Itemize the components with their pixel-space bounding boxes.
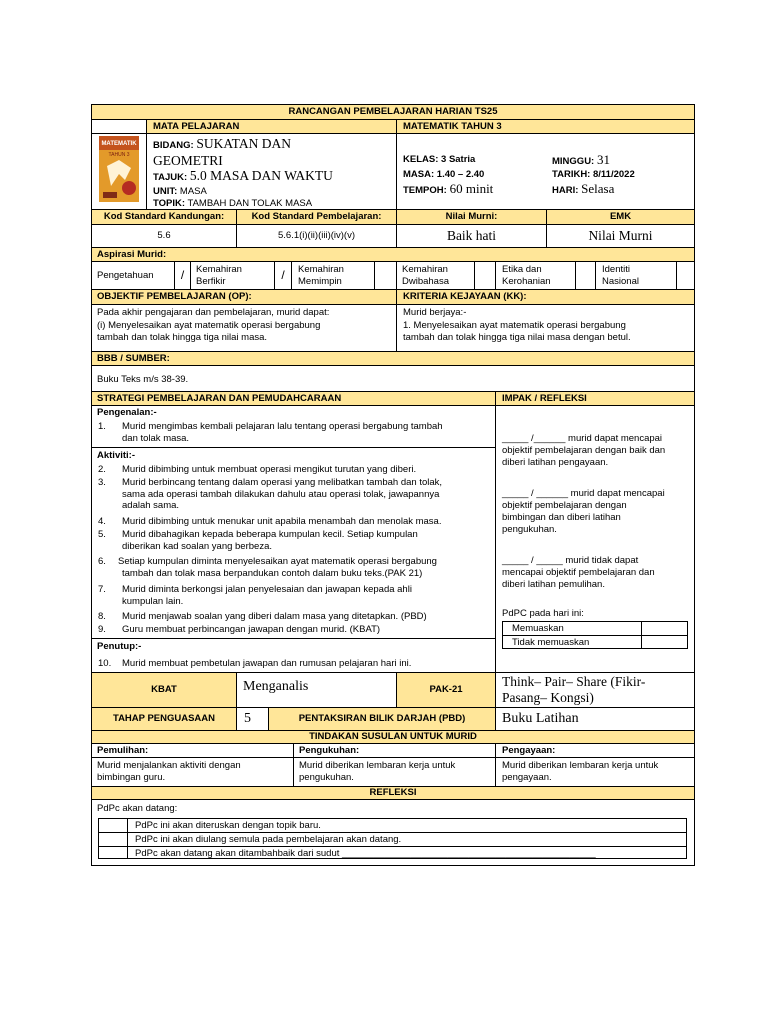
title-row <box>92 105 694 120</box>
memuaskan-checkbox[interactable] <box>642 622 688 635</box>
hari-label: HARI: <box>552 185 579 196</box>
refleksi-body-row <box>92 800 694 865</box>
bbm-header-row <box>92 352 694 366</box>
aspirasi-mark[interactable] <box>474 262 495 289</box>
aspirasi-item: Pengetahuan <box>97 270 154 281</box>
pengayaan-label: Pengayaan: <box>495 744 694 757</box>
subject-row <box>92 120 694 134</box>
topik-label: TOPIK: <box>153 198 186 209</box>
document-title: RANCANGAN PEMBELAJARAN HARIAN TS25 <box>288 106 498 117</box>
aspirasi-item: Kemahiran Memimpin <box>291 262 374 289</box>
strategi-body-row <box>92 406 694 673</box>
pemulihan-label: Pemulihan: <box>97 745 149 756</box>
strategi-steps <box>92 406 495 672</box>
op-label: OBJEKTIF PEMBELAJARAN (OP): <box>97 291 252 302</box>
aspirasi-item: Kemahiran Dwibahasa <box>396 262 474 289</box>
book-cover-title: MATEMATIK <box>101 141 137 147</box>
mata-pelajaran-label: MATA PELAJARAN <box>146 120 396 133</box>
kod-sp-value: 5.6.1(i)(ii)(iii)(iv)(v) <box>236 225 396 247</box>
hari-value: Selasa <box>581 181 615 196</box>
step-item: 7. Murid diminta berkongsi jalan penyelesaian dan jawapan kepada ahli kumpulan lain. <box>98 584 412 607</box>
pengayaan-text: Murid diberikan lembaran kerja untuk pengayaan. <box>495 758 694 786</box>
kelas-label: KELAS: <box>403 154 439 165</box>
pdpc-rating-table <box>502 621 688 649</box>
strategi-label: STRATEGI PEMBELAJARAN DAN PEMUDAHCARAAN <box>97 393 342 404</box>
aspirasi-mark[interactable] <box>676 262 694 289</box>
masa-value: 1.40 – 2.40 <box>436 169 485 180</box>
emk-value: Nilai Murni <box>546 225 694 247</box>
bbm-value: Buku Teks m/s 38-39. <box>97 374 189 385</box>
aktiviti-label: Aktiviti:- <box>97 450 135 461</box>
step-item: 3. Murid berbincang tentang dalam operasi yang melibatkan tambah dan tolak, sama ada operasi tambah dilakukan dahulu atau operasi tolak, jawapannya adalah sama. <box>98 477 443 511</box>
kk-text: Murid berjaya:- 1. Menyelesaikan ayat matematik operasi bergabung tambah dan tolak hingga tiga nilai masa dengan betul. <box>396 305 694 351</box>
book-cover-subtitle: TAHUN 3 <box>108 152 130 158</box>
strategi-header-row <box>92 392 694 406</box>
refleksi-header-row <box>92 787 694 800</box>
aspirasi-header-row <box>92 248 694 262</box>
objektif-header-row <box>92 290 694 305</box>
step-item: 6. Setiap kumpulan diminta menyelesaikan ayat matematik operasi bergabung tambah dan tolak masa berpandukan contoh dalam buku teks.(PAK 21) <box>98 556 437 579</box>
minggu-label: MINGGU: <box>552 156 595 167</box>
refleksi-options-table <box>98 818 687 859</box>
bbm-value-row <box>92 366 694 392</box>
tajuk-value: 5.0 MASA DAN WAKTU <box>189 168 333 183</box>
lesson-plan-document <box>91 104 695 866</box>
pbd-label: PENTAKSIRAN BILIK DARJAH (PBD) <box>268 708 495 730</box>
mata-pelajaran-value: MATEMATIK TAHUN 3 <box>396 120 694 133</box>
unit-value: MASA <box>179 186 207 197</box>
step-item: 8. Murid menjawab soalan yang diberi dalam masa yang ditetapkan. (PBD) <box>98 611 427 622</box>
step-item: 9. Guru membuat perbincangan jawapan dengan murid. (KBAT) <box>98 624 381 635</box>
pbd-value: Buku Latihan <box>495 708 694 730</box>
tahap-value: 5 <box>236 708 268 730</box>
impak-paragraph-2: _____ / ______ murid dapat mencapai objektif pembelajaran dengan bimbingan dan diberi latihan pengukuhan. <box>502 488 665 535</box>
refleksi-checkbox[interactable] <box>99 833 127 846</box>
tindakan-label: TINDAKAN SUSULAN UNTUK MURID <box>309 731 477 742</box>
kbat-label: KBAT <box>92 673 236 707</box>
step-item: 1. Murid mengimbas kembali pelajaran lalu tentang operasi bergabung tambah dan tolak masa. <box>98 421 443 444</box>
bidang-value-2: GEOMETRI <box>153 153 223 168</box>
objektif-text-row <box>92 305 694 352</box>
pemulihan-text: Murid menjalankan aktiviti dengan bimbingan guru. <box>97 760 241 783</box>
penutup-label: Penutup:- <box>97 641 142 652</box>
kk-label: KRITERIA KEJAYAAN (KK): <box>396 290 694 304</box>
kod-sk-label: Kod Standard Kandungan: <box>103 211 225 222</box>
book-cover-icon <box>99 136 139 202</box>
impak-paragraph-3: _____ / _____ murid tidak dapat mencapai objektif pembelajaran dan diberi latihan pemulihan. <box>502 555 655 590</box>
tarikh-label: TARIKH: <box>552 169 591 180</box>
aspirasi-item: Kemahiran Berfikir <box>190 262 274 289</box>
memuaskan-option: Memuaskan <box>512 623 564 634</box>
bidang-value-1: SUKATAN DAN <box>196 136 291 151</box>
tindakan-labels-row <box>92 744 694 758</box>
tindakan-header-row <box>92 731 694 744</box>
pak-label: PAK-21 <box>396 673 495 707</box>
step-item: 2. Murid dibimbing untuk membuat operasi mengikut turutan yang diberi. <box>98 464 417 475</box>
bidang-label: BIDANG: <box>153 140 194 151</box>
aspirasi-item: Identiti Nasional <box>595 262 676 289</box>
tempoh-label: TEMPOH: <box>403 185 447 196</box>
kod-sk-value: 5.6 <box>157 230 171 241</box>
nilai-murni-value: Baik hati <box>396 225 546 247</box>
tahap-row <box>92 708 694 731</box>
minggu-value: 31 <box>597 152 610 167</box>
details-row <box>92 134 694 210</box>
pak-value: Think– Pair– Share (Fikir- Pasang– Kongsi) <box>495 673 694 707</box>
impak-label: IMPAK / REFLEKSI <box>495 392 694 405</box>
nilai-murni-label: Nilai Murni: <box>396 210 546 224</box>
impak-paragraph-1: _____ /______ murid dapat mencapai objektif pembelajaran dengan baik dan diberi latihan pengayaan. <box>502 433 666 468</box>
standards-header-row <box>92 210 694 225</box>
topik-value: TAMBAH DAN TOLAK MASA <box>187 198 313 209</box>
op-text: Pada akhir pengajaran dan pembelajaran, murid dapat: (i) Menyelesaikan ayat matematik operasi bergabung tambah dan tolak hingga tiga nilai masa. <box>97 307 330 343</box>
tajuk-label: TAJUK: <box>153 172 188 183</box>
standards-value-row <box>92 225 694 248</box>
refleksi-label: REFLEKSI <box>369 787 417 798</box>
emk-label: EMK <box>546 210 694 224</box>
kelas-value: 3 Satria <box>441 154 476 165</box>
kbat-value: Menganalis <box>236 673 396 707</box>
impak-panel <box>495 406 694 672</box>
pengukuhan-label: Pengukuhan: <box>293 744 495 757</box>
refleksi-option: PdPc akan datang akan ditambahbaik dari sudut ________________________________________________ <box>135 848 596 859</box>
aspirasi-mark[interactable]: / <box>274 262 291 289</box>
aspirasi-items-row <box>92 262 694 290</box>
unit-label: UNIT: <box>153 186 178 197</box>
aspirasi-mark[interactable]: / <box>174 262 190 289</box>
refleksi-intro: PdPc akan datang: <box>97 803 178 814</box>
step-item: 4. Murid dibimbing untuk menukar unit apabila menambah dan menolak masa. <box>98 516 442 527</box>
step-item: 10. Murid membuat pembetulan jawapan dan rumusan pelajaran hari ini. <box>98 658 412 669</box>
step-item: 5. Murid dibahagikan kepada beberapa kumpulan kecil. Setiap kumpulan diberikan kad soalan yang berbeza. <box>98 529 418 552</box>
refleksi-checkbox[interactable] <box>99 847 127 860</box>
aspirasi-mark[interactable] <box>374 262 396 289</box>
refleksi-option: PdPc ini akan diteruskan dengan topik baru. <box>135 820 321 831</box>
tidak-memuaskan-option: Tidak memuaskan <box>512 637 590 648</box>
tidak-memuaskan-checkbox[interactable] <box>642 636 688 649</box>
tindakan-text-row <box>92 758 694 787</box>
tempoh-value: 60 minit <box>449 181 494 196</box>
refleksi-option: PdPc ini akan diulang semula pada pembelajaran akan datang. <box>135 834 402 845</box>
kbat-row <box>92 673 694 708</box>
pdpc-label: PdPC pada hari ini: <box>502 608 584 619</box>
pengukuhan-text: Murid diberikan lembaran kerja untuk pengukuhan. <box>293 758 495 786</box>
aspirasi-label: Aspirasi Murid: <box>97 249 167 260</box>
bbm-label: BBB / SUMBER: <box>97 353 170 364</box>
aspirasi-mark[interactable] <box>575 262 595 289</box>
tarikh-value: 8/11/2022 <box>592 169 635 180</box>
masa-label: MASA: <box>403 169 435 180</box>
aspirasi-item: Etika dan Kerohanian <box>495 262 575 289</box>
tahap-label: TAHAP PENGUASAAN <box>92 708 236 730</box>
pengenalan-label: Pengenalan:- <box>97 407 157 418</box>
refleksi-checkbox[interactable] <box>99 819 127 832</box>
kod-sp-label: Kod Standard Pembelajaran: <box>236 210 396 224</box>
